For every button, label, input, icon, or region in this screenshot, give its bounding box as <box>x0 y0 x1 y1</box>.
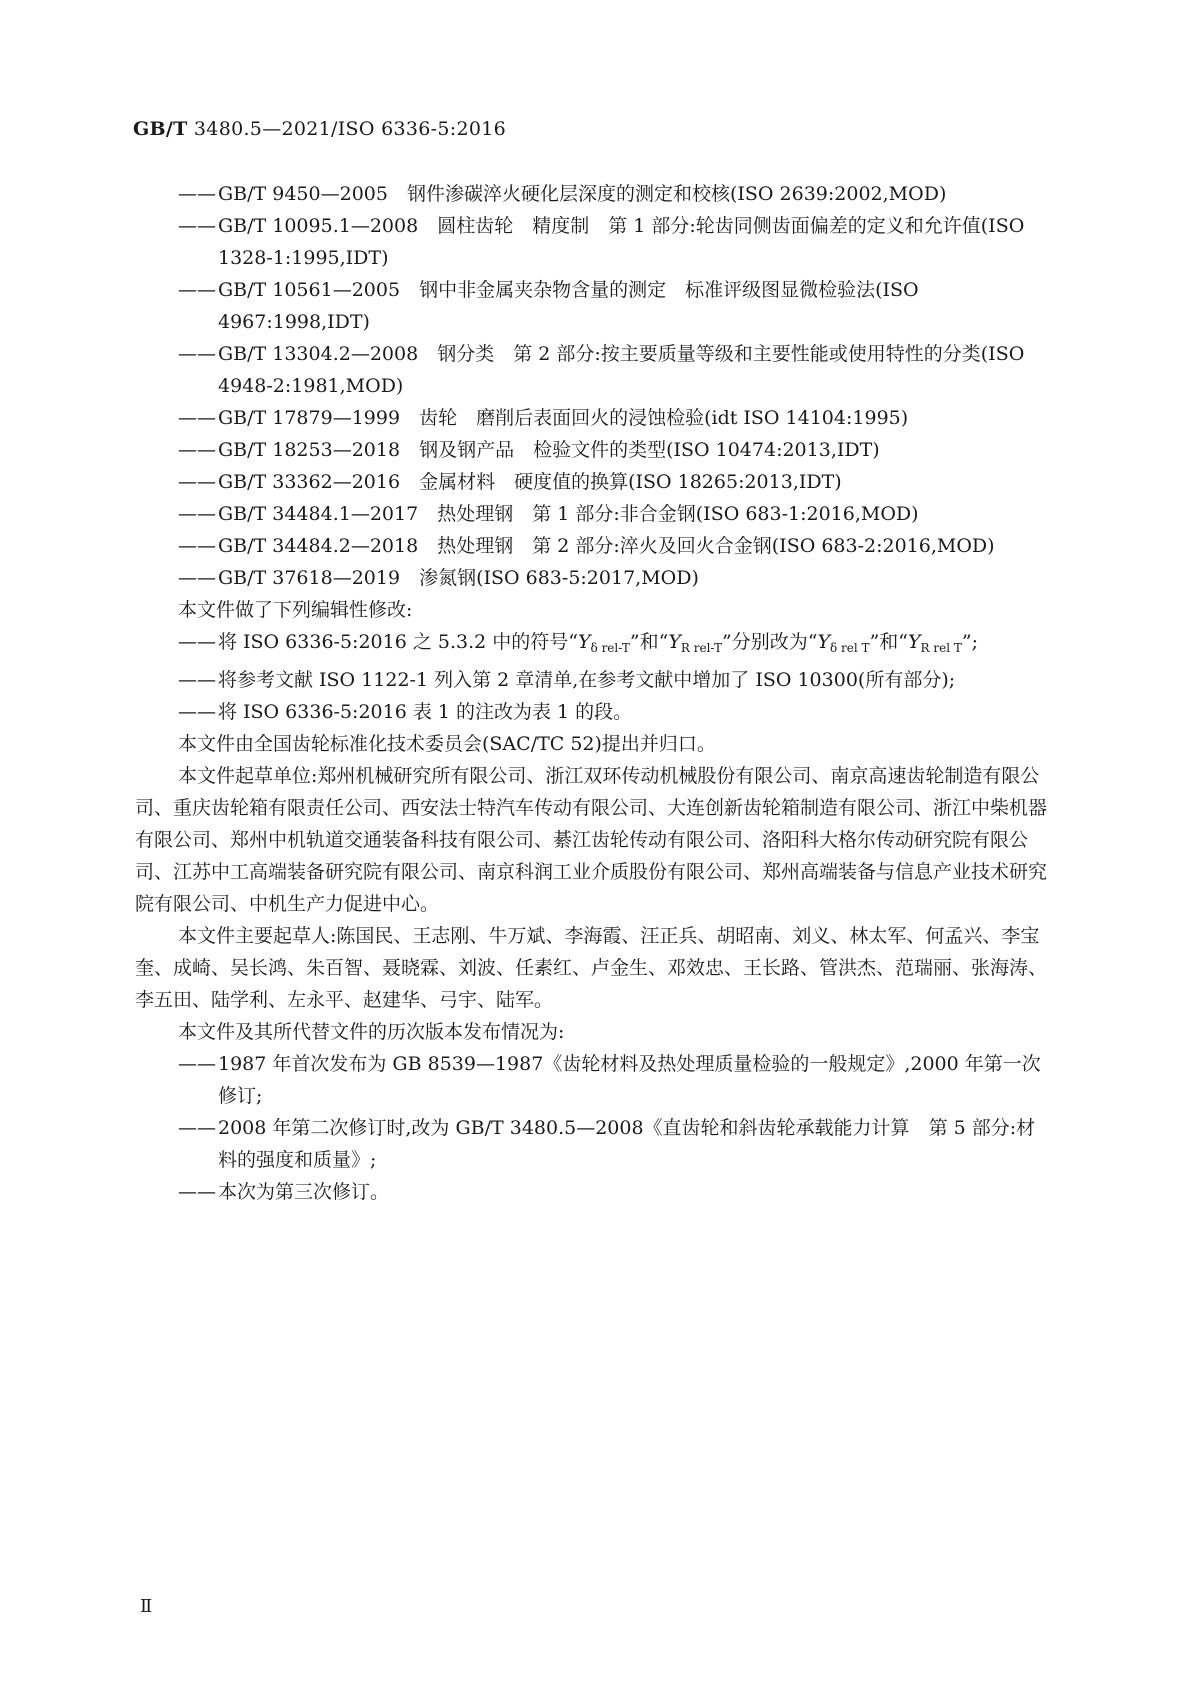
drafting-units: 本文件起草单位:郑州机械研究所有限公司、浙江双环传动机械股份有限公司、南京高速齿轮制造有限公司、重庆齿轮箱有限责任公司、西安法士特汽车传动有限公司、大连创新齿轮箱制造有限公司、浙江中柴机器有限公司、郑州中机轨道交通装备科技有限公司、綦江齿轮传动有限公司、洛阳科大格尔传动研究院有限公司、江苏中工高端装备研究院有限公司、南京科润工业介质股份有限公司、郑州高端装备与信息产业技术研究院有限公司、中机生产力促进中心。 <box>135 765 1048 915</box>
page-header <box>133 118 506 140</box>
reference-code: GB/T 34484.2—2018 <box>218 535 419 557</box>
reference-item: —— GB/T 33362—2016 金属材料 硬度值的换算(ISO 18265:2013,IDT) <box>178 471 842 493</box>
symbol-y: Y <box>908 631 921 653</box>
drafters: 本文件主要起草人:陈国民、王志刚、牛万斌、李海霞、汪正兵、胡昭南、刘义、林太军、何孟兴、李宝奎、成崎、吴长鸿、朱百智、聂晓霖、刘波、任素红、卢金生、邓效忠、王长路、管洪杰、范瑞丽、张海涛、李五田、陆学利、左永平、赵建华、弓宇、陆军。 <box>135 925 1048 1011</box>
reference-title: 圆柱齿轮 精度制 第 1 部分:轮齿同侧齿面偏差的定义和允许值(ISO 1328-1:1995,IDT) <box>218 215 1025 269</box>
reference-item: —— GB/T 10095.1—2008 圆柱齿轮 精度制 第 1 部分:轮齿同侧齿面偏差的定义和允许值(ISO 1328-1:1995,IDT) <box>178 215 1025 269</box>
reference-title: 热处理钢 第 2 部分:淬火及回火合金钢(ISO 683-2:2016,MOD) <box>437 535 995 557</box>
symbol-subscript: R rel T <box>920 641 962 655</box>
reference-title: 渗氮钢(ISO 683-5:2017,MOD) <box>419 567 699 589</box>
reference-item: —— GB/T 17879—1999 齿轮 磨削后表面回火的浸蚀检验(idt ISO 14104:1995) <box>178 407 909 429</box>
reference-item: —— GB/T 37618—2019 渗氮钢(ISO 683-5:2017,MOD) <box>178 567 699 589</box>
proposed-statement: 本文件由全国齿轮标准化技术委员会(SAC/TC 52)提出并归口。 <box>178 733 716 755</box>
symbol-y: Y <box>817 631 831 653</box>
editorial-item: —— 将 ISO 6336-5:2016 之 5.3.2 中的符号“$Y_{\delta rel-T}$”和“$Y_{R rel-T}$”分别改为“$Y_{\delta rel T}$”和“$Y_{R rel T}$”; <box>178 631 979 655</box>
reference-code: GB/T 10095.1—2008 <box>218 215 419 237</box>
symbol-y: Y <box>577 631 591 653</box>
history-item: —— 本次为第三次修订。 <box>178 1181 390 1203</box>
reference-item: —— GB/T 10561—2005 钢中非金属夹杂物含量的测定 标准评级图显微检验法(ISO 4967:1998,IDT) <box>178 279 919 333</box>
reference-title: 钢及钢产品 检验文件的类型(ISO 10474:2013,IDT) <box>419 439 880 461</box>
reference-title: 钢分类 第 2 部分:按主要质量等级和主要性能或使用特性的分类(ISO 4948-2:1981,MOD) <box>218 343 1025 397</box>
reference-code: GB/T 17879—1999 <box>218 407 401 429</box>
reference-code: GB/T 9450—2005 <box>218 183 388 205</box>
reference-item: —— GB/T 18253—2018 钢及钢产品 检验文件的类型(ISO 10474:2013,IDT) <box>178 439 880 461</box>
reference-code: GB/T 37618—2019 <box>218 567 401 589</box>
symbol-y: Y <box>668 631 681 653</box>
reference-code: GB/T 10561—2005 <box>218 279 401 301</box>
editorial-item: —— 将 ISO 6336-5:2016 表 1 的注改为表 1 的段。 <box>178 701 633 723</box>
reference-item: —— GB/T 34484.1—2017 热处理钢 第 1 部分:非合金钢(ISO 683-1:2016,MOD) <box>178 503 919 525</box>
reference-code: GB/T 18253—2018 <box>218 439 401 461</box>
reference-code: GB/T 33362—2016 <box>218 471 401 493</box>
reference-code: GB/T 34484.1—2017 <box>218 503 419 525</box>
page-number: Ⅱ <box>140 1596 153 1617</box>
reference-title: 热处理钢 第 1 部分:非合金钢(ISO 683-1:2016,MOD) <box>437 503 919 525</box>
document-body <box>135 178 1053 1208</box>
symbol-subscript: δ rel-T <box>590 641 630 655</box>
standard-prefix: GB/T <box>133 118 188 140</box>
symbol-subscript: R rel-T <box>680 641 723 655</box>
reference-item: —— GB/T 9450—2005 钢件渗碳淬火硬化层深度的测定和校核(ISO 2639:2002,MOD) <box>178 183 947 205</box>
reference-code: GB/T 13304.2—2008 <box>218 343 419 365</box>
history-item: —— 2008 年第二次修订时,改为 GB/T 3480.5—2008《直齿轮和斜齿轮承载能力计算 第 5 部分:材料的强度和质量》; <box>178 1117 1036 1171</box>
history-item: —— 1987 年首次发布为 GB 8539—1987《齿轮材料及热处理质量检验的一般规定》,2000 年第一次修订; <box>178 1053 1041 1107</box>
reference-item: —— GB/T 13304.2—2008 钢分类 第 2 部分:按主要质量等级和主要性能或使用特性的分类(ISO 4948-2:1981,MOD) <box>178 343 1025 397</box>
reference-title: 钢件渗碳淬火硬化层深度的测定和校核(ISO 2639:2002,MOD) <box>406 183 947 205</box>
symbol-subscript: δ rel T <box>830 641 870 655</box>
reference-list <box>178 178 1053 594</box>
reference-item: —— GB/T 34484.2—2018 热处理钢 第 2 部分:淬火及回火合金钢(ISO 683-2:2016,MOD) <box>178 535 995 557</box>
editorial-intro: 本文件做了下列编辑性修改: <box>178 599 413 621</box>
history-intro: 本文件及其所代替文件的历次版本发布情况为: <box>178 1021 565 1043</box>
reference-title: 钢中非金属夹杂物含量的测定 标准评级图显微检验法(ISO 4967:1998,IDT) <box>218 279 919 333</box>
standard-number: 3480.5—2021/ISO 6336-5:2016 <box>187 118 507 140</box>
reference-title: 齿轮 磨削后表面回火的浸蚀检验(idt ISO 14104:1995) <box>419 407 909 429</box>
reference-title: 金属材料 硬度值的换算(ISO 18265:2013,IDT) <box>419 471 842 493</box>
editorial-item: —— 将参考文献 ISO 1122-1 列入第 2 章清单,在参考文献中增加了 ISO 10300(所有部分); <box>178 669 956 691</box>
